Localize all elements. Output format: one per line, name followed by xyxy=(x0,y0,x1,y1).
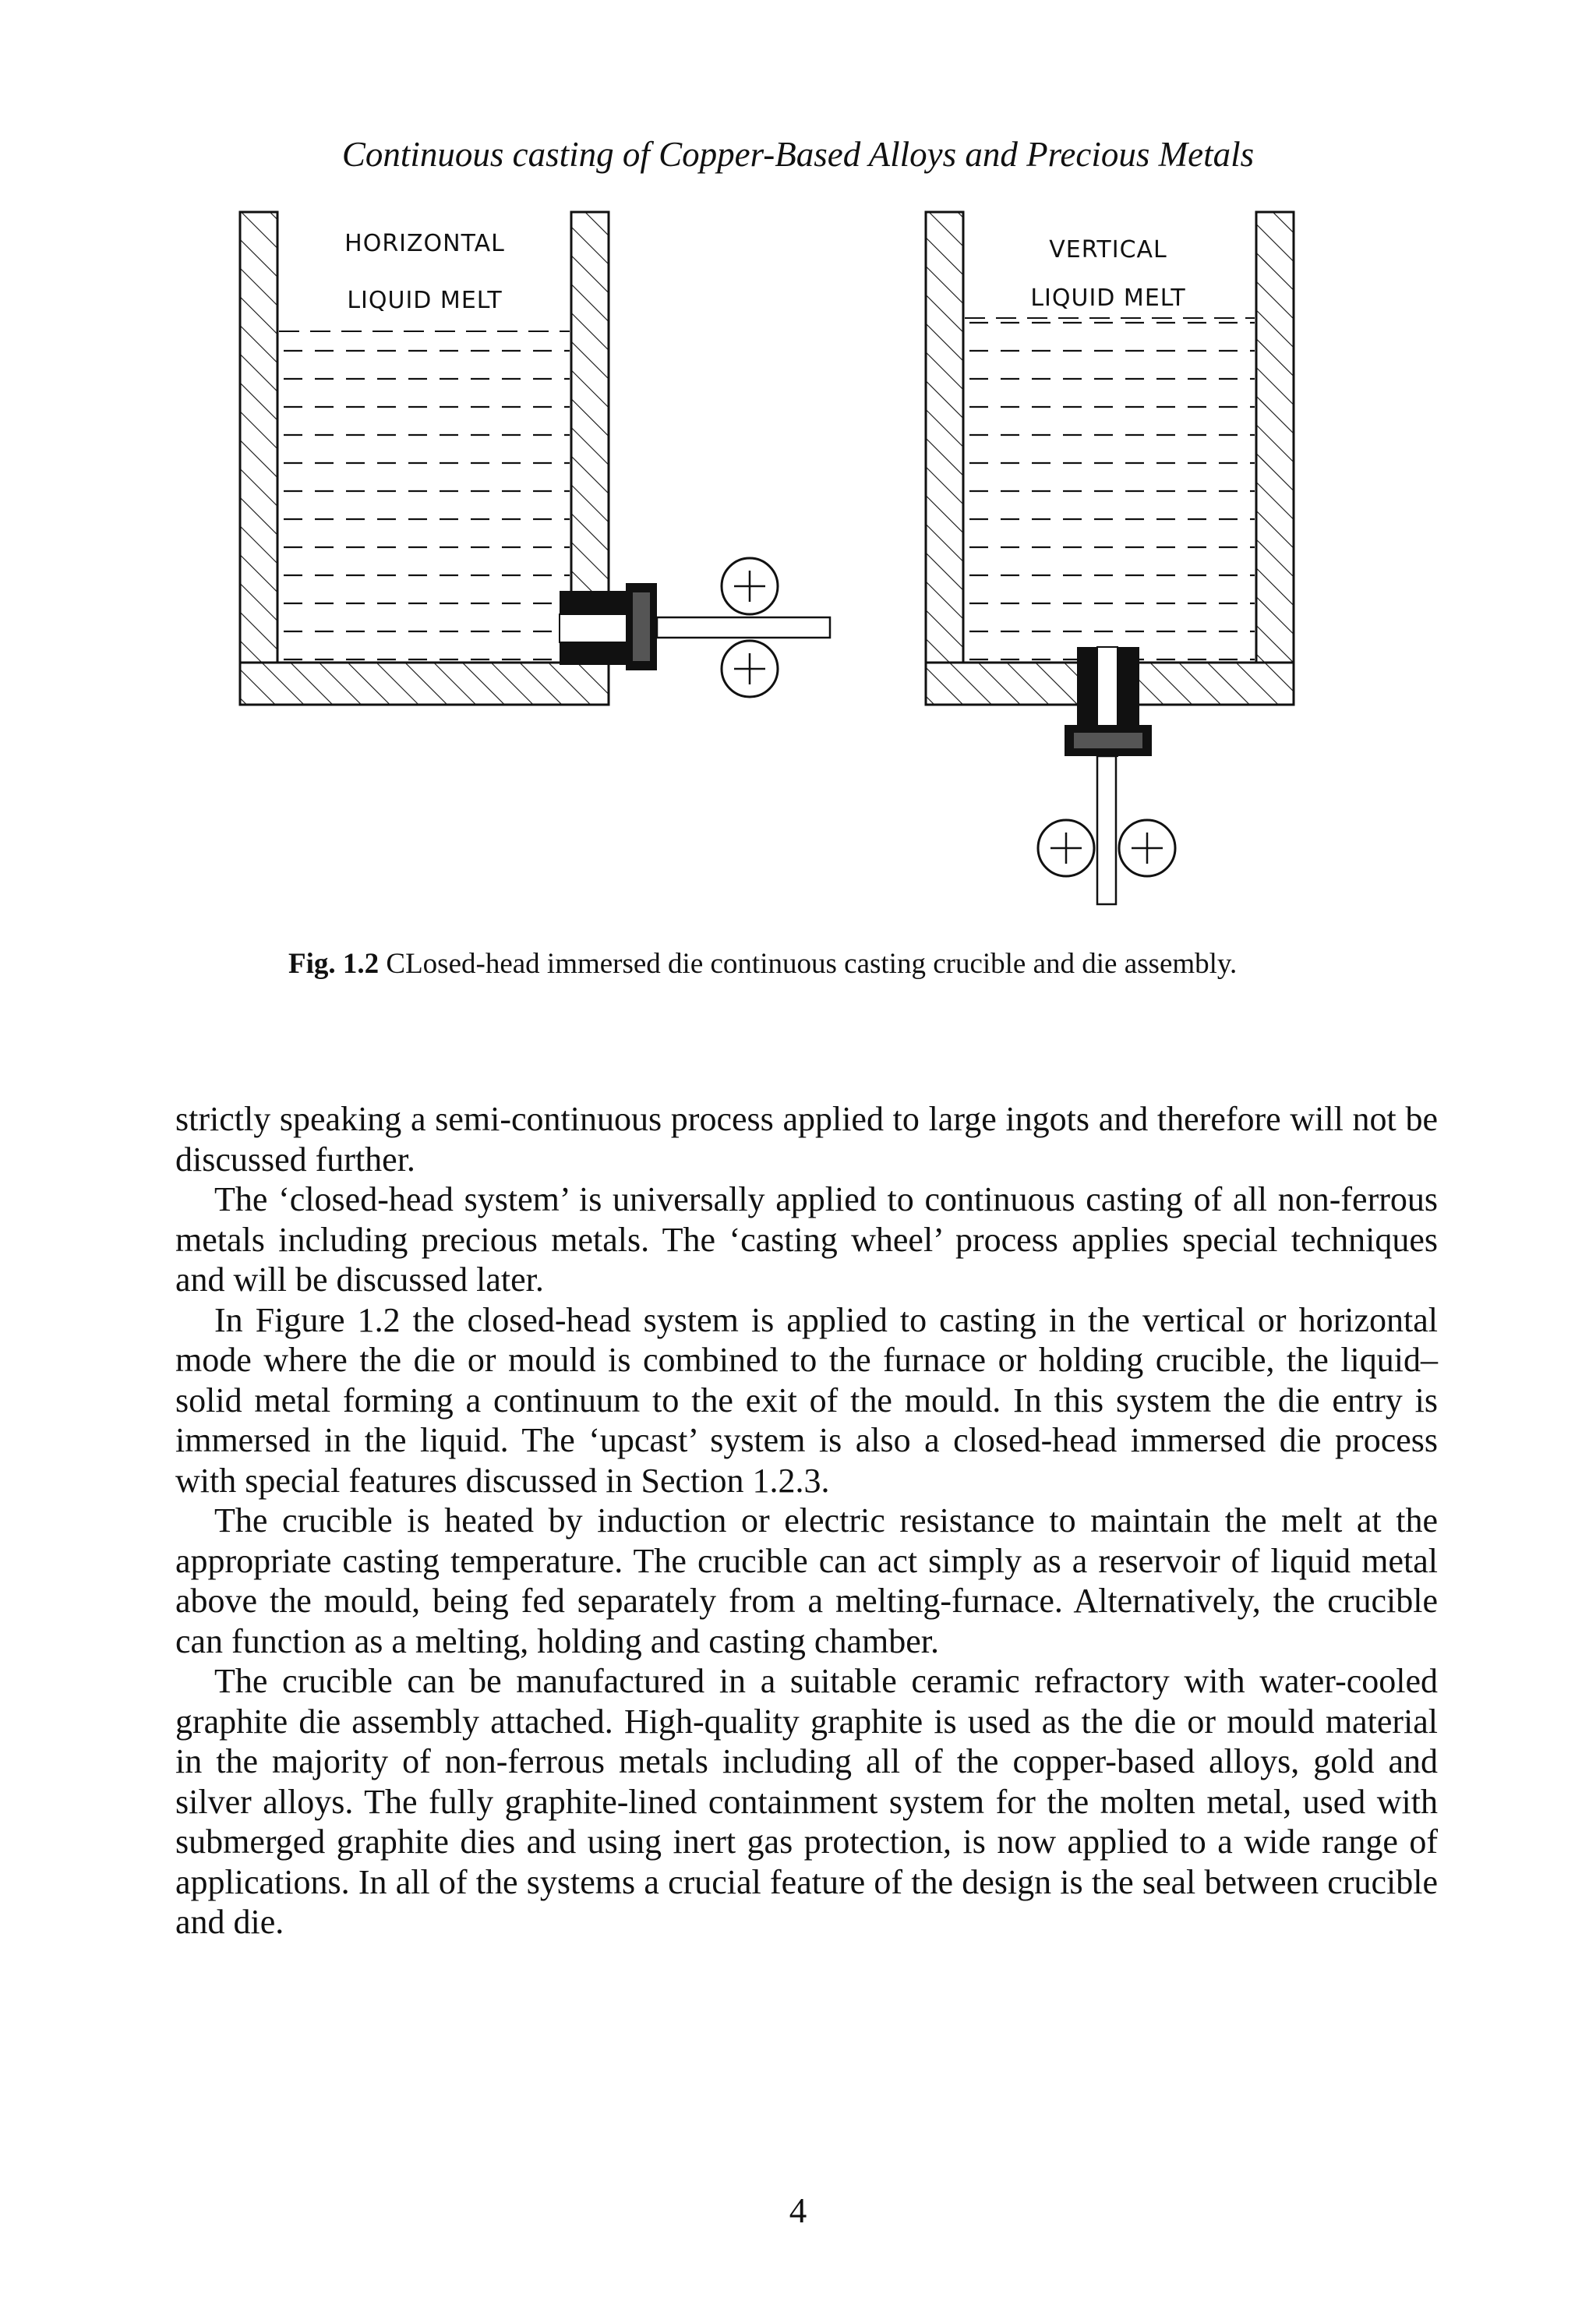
page-number: 4 xyxy=(789,2191,807,2230)
paragraph: The crucible can be manufactured in a suitable ceramic refractory with water-cooled graphite die assembly attached. High-quality graphite is used as the die or mould material in the majority of non-ferrous metals including all of the copper-based alloys, gold and silver alloys. The fully graphite-lined containment system for the molten metal, used with submerged graphite dies and using inert gas protection, is now applied to a wide range of applications. In all of the systems a crucial feature of the design is the seal between crucible and die. xyxy=(175,1662,1438,1941)
caption-text: CLosed-head immersed die continuous casting crucible and die assembly. xyxy=(386,948,1238,980)
vertical-crucible xyxy=(926,212,1294,904)
crucible-die-figure xyxy=(0,195,1596,920)
left-crucible-left-wall xyxy=(240,212,277,705)
right-crucible-left-wall xyxy=(926,212,963,705)
body-text xyxy=(175,1099,1438,1943)
paragraph: The crucible is heated by induction or electric resistance to maintain the melt at the appropriate casting temperature. The crucible can act simply as a reservoir of liquid metal above the mould, being fed separately from a melting-furnace. Alternatively, the crucible can function as a melting, holding and casting chamber. xyxy=(175,1501,1438,1660)
left-crucible-floor xyxy=(240,663,609,705)
right-label-liquid-melt: LIQUID MELT xyxy=(1030,285,1186,312)
paragraph: In Figure 1.2 the closed-head system is applied to casting in the vertical or horizontal mode where the die or mould is combined to the furnace or holding crucible, the liquid–solid metal forming a continuum to the exit of the mould. In this system the die entry is immersed in the liquid. The ‘upcast’ system is also a closed-head immersed die process with special features discussed in Section 1.2.3. xyxy=(175,1300,1438,1500)
caption-number: Fig. 1.2 xyxy=(288,948,380,980)
left-label-liquid-melt: LIQUID MELT xyxy=(347,287,503,314)
running-header: Continuous casting of Copper-Based Alloys and Precious Metals xyxy=(341,135,1255,174)
right-liquid-melt xyxy=(965,318,1255,661)
right-label-vertical: VERTICAL xyxy=(1049,236,1167,263)
left-cast-strand xyxy=(657,617,830,638)
right-crucible-right-wall xyxy=(1256,212,1294,705)
paragraph: strictly speaking a semi-continuous process applied to large ingots and therefore will not be discussed further. xyxy=(175,1100,1438,1179)
horizontal-crucible xyxy=(240,212,830,705)
figure-caption xyxy=(288,947,1237,981)
right-cast-strand xyxy=(1097,756,1116,904)
paragraph: The ‘closed-head system’ is universally applied to continuous casting of all non-ferrous metals including precious metals. The ‘casting wheel’ process applies special techniques and will be discussed later. xyxy=(175,1180,1438,1299)
left-label-horizontal: HORIZONTAL xyxy=(344,230,505,257)
left-liquid-melt xyxy=(279,331,570,661)
